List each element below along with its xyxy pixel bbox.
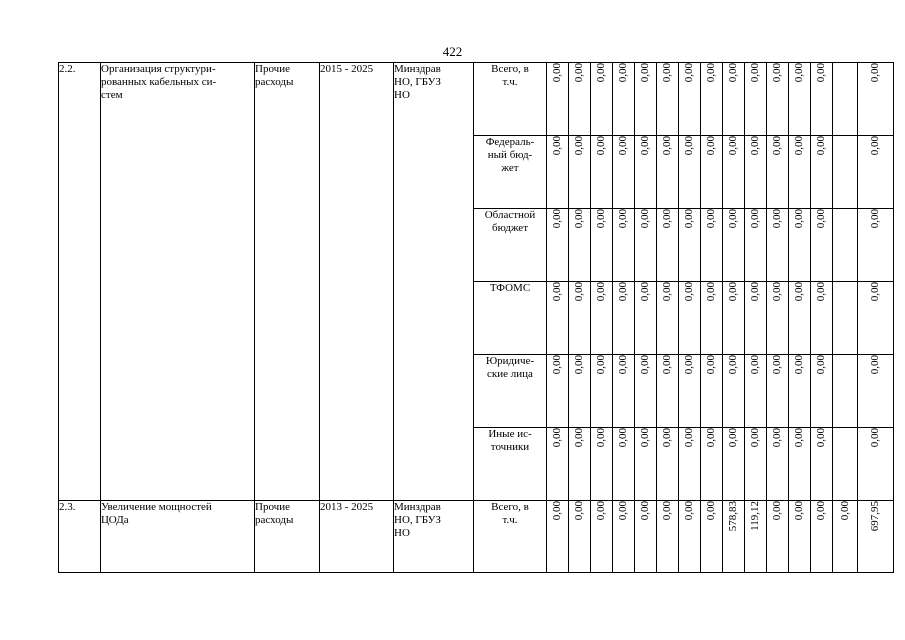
value-text: 0,00: [771, 63, 783, 83]
value-text: 0,00: [595, 136, 607, 156]
value-cell: [613, 209, 635, 282]
value-text: 0,00: [749, 282, 761, 302]
value-text: 0,00: [573, 209, 585, 229]
value-cell: [723, 63, 745, 136]
value-cell: [657, 355, 679, 428]
value-text: 0,00: [815, 282, 827, 302]
value-cell: [789, 282, 811, 355]
value-text: 0,00: [705, 63, 717, 83]
value-text: 0,00: [617, 428, 629, 448]
value-text: 0,00: [727, 136, 739, 156]
value-cell: [789, 355, 811, 428]
value-text: 0,00: [573, 355, 585, 375]
value-cell: [547, 136, 569, 209]
value-text: 0,00: [683, 355, 695, 375]
expense-type: Прочие расходы: [255, 63, 320, 501]
value-text: 0,00: [661, 209, 673, 229]
period: 2015 - 2025: [320, 63, 394, 501]
value-cell: [745, 136, 767, 209]
value-text: 0,00: [551, 501, 563, 521]
value-cell: [858, 428, 894, 501]
table-row: [59, 63, 894, 136]
value-cell: [789, 209, 811, 282]
value-text: 0,00: [639, 355, 651, 375]
value-cell: [811, 501, 833, 573]
row-number: 2.2.: [59, 63, 101, 501]
value-text: 0,00: [727, 355, 739, 375]
value-cell: [789, 428, 811, 501]
value-cell: [613, 501, 635, 573]
value-text: 0,00: [793, 501, 805, 521]
value-cell: [745, 282, 767, 355]
value-cell: [547, 355, 569, 428]
value-cell: [547, 209, 569, 282]
value-cell: [745, 209, 767, 282]
value-text: 0,00: [749, 209, 761, 229]
value-text: 0,00: [838, 501, 851, 521]
value-text: 0,00: [573, 282, 585, 302]
value-text: 0,00: [815, 501, 827, 521]
value-cell: [657, 209, 679, 282]
value-text: 0,00: [551, 428, 563, 448]
value-cell: [745, 355, 767, 428]
value-text: 0,00: [573, 136, 585, 156]
value-cell: [657, 63, 679, 136]
value-text: 0,00: [749, 63, 761, 83]
value-cell: [745, 428, 767, 501]
activity-name: Организация структури- рованных кабельных си- стем: [101, 63, 255, 501]
value-text: 0,00: [815, 428, 827, 448]
value-cell: [657, 501, 679, 573]
value-cell: [701, 63, 723, 136]
value-cell: [858, 209, 894, 282]
value-text: 0,00: [683, 282, 695, 302]
value-cell: [569, 282, 591, 355]
value-text: 0,00: [869, 428, 881, 448]
value-cell: [591, 428, 613, 501]
value-cell: [679, 282, 701, 355]
value-text: 0,00: [869, 63, 881, 83]
value-cell: [811, 282, 833, 355]
value-text: 0,00: [727, 63, 739, 83]
value-cell: [547, 428, 569, 501]
value-text: 0,00: [639, 136, 651, 156]
value-text: 0,00: [749, 136, 761, 156]
value-cell: [613, 63, 635, 136]
value-cell: [811, 355, 833, 428]
value-text: 0,00: [661, 282, 673, 302]
value-text: 0,00: [661, 63, 673, 83]
value-cell: [811, 428, 833, 501]
value-text: 0,00: [771, 136, 783, 156]
value-text: 0,00: [573, 63, 585, 83]
value-cell: [701, 282, 723, 355]
value-text: 0,00: [551, 209, 563, 229]
funding-source: Всего, в т.ч.: [474, 501, 547, 573]
value-text: 0,00: [617, 355, 629, 375]
value-text: 0,00: [573, 501, 585, 521]
value-text: 0,00: [639, 501, 651, 521]
value-cell: [613, 136, 635, 209]
value-cell: [858, 282, 894, 355]
value-cell: [613, 355, 635, 428]
value-cell: [858, 63, 894, 136]
funding-source: Всего, в т.ч.: [474, 63, 547, 136]
value-text: 0,00: [727, 282, 739, 302]
value-text: 0,00: [639, 63, 651, 83]
value-cell: [569, 428, 591, 501]
value-cell: [569, 136, 591, 209]
expense-type: Прочие расходы: [255, 501, 320, 573]
budget-table: [58, 62, 894, 573]
value-cell: [789, 501, 811, 573]
value-text: 0,00: [771, 428, 783, 448]
value-text: 0,00: [551, 282, 563, 302]
value-cell: [723, 501, 745, 573]
value-cell: [833, 209, 858, 282]
value-cell: [767, 501, 789, 573]
value-text: 0,00: [793, 355, 805, 375]
value-cell: [723, 209, 745, 282]
value-text: 0,00: [551, 355, 563, 375]
value-cell: [767, 63, 789, 136]
value-cell: [679, 209, 701, 282]
value-cell: [723, 355, 745, 428]
value-text: 0,00: [793, 428, 805, 448]
value-text: 0,00: [661, 428, 673, 448]
value-text: 0,00: [815, 355, 827, 375]
value-text: 0,00: [705, 355, 717, 375]
value-text: 0,00: [661, 136, 673, 156]
value-cell: [591, 282, 613, 355]
value-cell: [833, 63, 858, 136]
value-text: 0,00: [869, 355, 881, 375]
value-text: 119,12: [749, 501, 761, 531]
value-cell: [701, 428, 723, 501]
value-text: 0,00: [793, 209, 805, 229]
value-text: 0,00: [793, 136, 805, 156]
value-cell: [679, 428, 701, 501]
activity-name: Увеличение мощностей ЦОДа: [101, 501, 255, 573]
value-cell: [679, 501, 701, 573]
value-cell: [635, 209, 657, 282]
value-cell: [701, 355, 723, 428]
value-text: 0,00: [749, 428, 761, 448]
value-text: 0,00: [639, 282, 651, 302]
value-cell: [613, 428, 635, 501]
funding-source: Иные ис- точники: [474, 428, 547, 501]
value-text: 0,00: [727, 428, 739, 448]
period: 2013 - 2025: [320, 501, 394, 573]
value-cell: [833, 501, 858, 573]
value-cell: [723, 282, 745, 355]
value-text: 0,00: [749, 355, 761, 375]
value-text: 0,00: [639, 428, 651, 448]
executor: Минздрав НО, ГБУЗ НО: [394, 501, 474, 573]
value-cell: [789, 136, 811, 209]
value-cell: [591, 209, 613, 282]
value-cell: [635, 282, 657, 355]
value-text: 0,00: [595, 501, 607, 521]
value-text: 0,00: [771, 209, 783, 229]
value-text: 0,00: [815, 209, 827, 229]
value-text: 0,00: [595, 282, 607, 302]
value-cell: [833, 355, 858, 428]
value-cell: [569, 63, 591, 136]
value-cell: [657, 428, 679, 501]
value-text: 0,00: [869, 209, 881, 229]
value-cell: [591, 136, 613, 209]
value-text: 0,00: [617, 209, 629, 229]
value-text: 697,95: [869, 501, 881, 532]
value-text: 0,00: [573, 428, 585, 448]
value-text: 0,00: [661, 355, 673, 375]
page-number: 422: [442, 44, 463, 59]
value-text: 0,00: [595, 355, 607, 375]
value-cell: [547, 63, 569, 136]
value-cell: [833, 136, 858, 209]
value-text: 0,00: [595, 209, 607, 229]
value-cell: [635, 355, 657, 428]
value-cell: [858, 355, 894, 428]
value-cell: [591, 63, 613, 136]
funding-source: Областной бюджет: [474, 209, 547, 282]
value-text: 0,00: [771, 355, 783, 375]
value-cell: [657, 136, 679, 209]
value-text: 0,00: [595, 63, 607, 83]
value-text: 0,00: [705, 136, 717, 156]
row-number: 2.3.: [59, 501, 101, 573]
value-cell: [569, 209, 591, 282]
value-text: 0,00: [617, 282, 629, 302]
value-cell: [767, 209, 789, 282]
value-text: 0,00: [639, 209, 651, 229]
value-text: 0,00: [771, 282, 783, 302]
value-cell: [811, 136, 833, 209]
value-cell: [591, 355, 613, 428]
value-cell: [745, 63, 767, 136]
value-text: 0,00: [771, 501, 783, 521]
value-text: 0,00: [595, 428, 607, 448]
value-cell: [701, 136, 723, 209]
value-cell: [635, 428, 657, 501]
value-text: 0,00: [793, 63, 805, 83]
value-cell: [635, 501, 657, 573]
value-cell: [701, 501, 723, 573]
value-cell: [635, 63, 657, 136]
funding-source: Федераль- ный бюд- жет: [474, 136, 547, 209]
value-cell: [789, 63, 811, 136]
value-text: 0,00: [683, 63, 695, 83]
value-text: 0,00: [727, 209, 739, 229]
value-cell: [767, 282, 789, 355]
value-cell: [635, 136, 657, 209]
executor: Минздрав НО, ГБУЗ НО: [394, 63, 474, 501]
value-cell: [547, 282, 569, 355]
value-cell: [569, 355, 591, 428]
value-cell: [811, 209, 833, 282]
value-cell: [745, 501, 767, 573]
value-text: 0,00: [683, 136, 695, 156]
value-text: 0,00: [705, 428, 717, 448]
value-text: 0,00: [551, 63, 563, 83]
value-text: 578,83: [727, 501, 739, 532]
value-cell: [811, 63, 833, 136]
funding-source: Юридиче- ские лица: [474, 355, 547, 428]
value-text: 0,00: [705, 209, 717, 229]
value-text: 0,00: [815, 63, 827, 83]
value-cell: [723, 428, 745, 501]
value-cell: [767, 136, 789, 209]
value-cell: [679, 63, 701, 136]
value-text: 0,00: [683, 428, 695, 448]
value-cell: [723, 136, 745, 209]
value-text: 0,00: [617, 63, 629, 83]
value-text: 0,00: [705, 282, 717, 302]
value-text: 0,00: [869, 282, 881, 302]
funding-source: ТФОМС: [474, 282, 547, 355]
value-cell: [701, 209, 723, 282]
value-cell: [613, 282, 635, 355]
value-cell: [547, 501, 569, 573]
value-text: 0,00: [869, 136, 881, 156]
value-cell: [833, 428, 858, 501]
value-text: 0,00: [551, 136, 563, 156]
value-cell: [858, 136, 894, 209]
value-cell: [657, 282, 679, 355]
value-cell: [679, 355, 701, 428]
value-text: 0,00: [815, 136, 827, 156]
value-cell: [591, 501, 613, 573]
value-cell: [569, 501, 591, 573]
value-text: 0,00: [617, 501, 629, 521]
value-text: 0,00: [705, 501, 717, 521]
value-cell: [833, 282, 858, 355]
value-text: 0,00: [683, 209, 695, 229]
value-text: 0,00: [617, 136, 629, 156]
value-cell: [858, 501, 894, 573]
value-text: 0,00: [661, 501, 673, 521]
table-row: [59, 501, 894, 573]
value-text: 0,00: [793, 282, 805, 302]
value-cell: [679, 136, 701, 209]
value-cell: [767, 355, 789, 428]
value-cell: [767, 428, 789, 501]
value-text: 0,00: [683, 501, 695, 521]
